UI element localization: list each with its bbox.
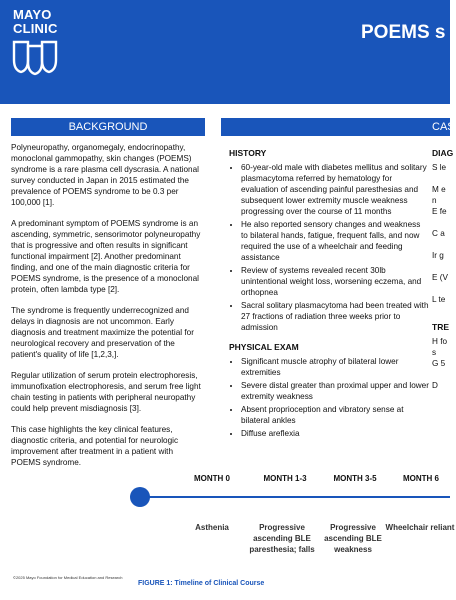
background-paragraph: Polyneuropathy, organomegaly, endocrinopathy, monoclonal gammopathy, skin changes (POEMS) syndrome is a rare plasma cell dyscrasia. A national survey conducted in Japan in 2015 estimated the prevalence of POEMS syndrome to be 0.3 per 100,000 [1]. xyxy=(11,143,199,207)
history-item: • Review of systems revealed recent 30lb unintentional weight loss, worsening eczema, and orthopnea xyxy=(241,265,429,298)
poster-title: POEMS s xyxy=(361,22,446,43)
background-heading: BACKGROUND xyxy=(68,121,148,133)
mayo-clinic-logo xyxy=(13,8,73,74)
history-heading: HISTORY xyxy=(229,148,267,158)
timeline-month: MONTH 0 xyxy=(194,474,230,483)
figure-caption: FIGURE 1: Timeline of Clinical Course xyxy=(138,580,265,587)
history-item: • Sacral solitary plasmacytoma had been treated with 27 fractions of radiation three weeks prior to admission xyxy=(241,300,429,333)
background-heading-bar xyxy=(11,118,205,136)
timeline-month: MONTH 3-5 xyxy=(333,474,377,483)
timeline-month: MONTH 1-3 xyxy=(263,474,307,483)
physical-exam-heading: PHYSICAL EXAM xyxy=(229,342,299,352)
history-item: • He also reported sensory changes and weakness to bilateral hands, fatigue, frequent falls, and now required the use of a wheelchair and feeding assistance xyxy=(241,219,429,263)
exam-item: • Diffuse areflexia xyxy=(241,428,429,439)
treatment-fragment: D xyxy=(432,381,438,390)
logo-line-2: CLINIC xyxy=(13,21,58,36)
case-heading: CAS xyxy=(432,121,455,133)
background-paragraph: The syndrome is frequently underrecognized and delays in diagnosis are not uncommon. Early diagnosis and treatment maximize the potential for neurological recovery and preservation of the patient's quality of life [1,2,3,]. xyxy=(11,306,194,359)
exam-item: • Significant muscle atrophy of bilateral lower extremities xyxy=(241,356,429,378)
background-paragraph: This case highlights the key clinical features, diagnostic criteria, and potential for neurologic improvement after treatment in a patient with POEMS syndrome. xyxy=(11,425,179,467)
diagnosis-fragment: E fe xyxy=(432,207,447,216)
treatment-fragment: G 5 xyxy=(432,359,446,368)
exam-item: • Absent proprioception and vibratory sense at bilateral ankles xyxy=(241,404,429,426)
case-heading-bar xyxy=(221,118,455,136)
diagnosis-heading: DIAG xyxy=(432,148,454,158)
case-section xyxy=(229,148,429,448)
diagnosis-fragment: L te xyxy=(432,295,446,304)
diagnosis-fragment: E (V xyxy=(432,273,448,282)
history-item: • 60-year-old male with diabetes mellitus and solitary plasmacytoma referred by hematology for evaluation of ascending painful paresthesias and subsequent lower extremity muscle weakness progressing over the course of 11 months xyxy=(241,162,429,217)
timeline-event: Asthenia xyxy=(195,523,229,532)
diagnosis-fragment: S le xyxy=(432,163,447,172)
timeline-start-dot xyxy=(130,487,150,507)
timeline-event: Progressive ascending BLE paresthesia; falls xyxy=(249,523,315,554)
diagnosis-section-cropped xyxy=(432,148,454,402)
timeline-month: MONTH 6 xyxy=(403,474,439,483)
exam-item: • Severe distal greater than proximal upper and lower extremity weakness xyxy=(241,380,429,402)
diagnosis-fragment: M e n xyxy=(432,185,446,205)
timeline-line xyxy=(140,496,450,498)
logo-line-1: MAYO xyxy=(13,7,52,22)
physical-exam-list xyxy=(229,356,429,439)
treatment-fragment: H fo s xyxy=(432,337,448,357)
background-paragraph: Regular utilization of serum protein electrophoresis, immunofixation electrophoresis, and serum free light chain testing in patients with peripheral neuropathy could help prevent misdiagnosis [3]. xyxy=(11,371,201,413)
poster-header xyxy=(0,0,450,104)
shield-logo-icon xyxy=(13,40,57,74)
timeline-event: Wheelchair reliant xyxy=(385,523,455,532)
background-paragraph: A predominant symptom of POEMS syndrome is an ascending, symmetric, sensorimotor polyneuropathy that is progressive and often results in significant functional impairment [2]. Another predominant finding, and one of the main diagnostic criteria for POEMS syndrome, is the presence of a monoclonal protein, often lambda type [2]. xyxy=(11,219,201,294)
background-section xyxy=(11,142,204,478)
history-list xyxy=(229,162,429,333)
treatment-heading: TRE xyxy=(432,322,449,332)
timeline-event: Progressive ascending BLE weakness xyxy=(324,523,382,554)
diagnosis-fragment: C a xyxy=(432,229,445,238)
copyright-notice: ©2025 Mayo Foundation for Medical Education and Research xyxy=(13,575,123,580)
diagnosis-fragment: Ir g xyxy=(432,251,444,260)
